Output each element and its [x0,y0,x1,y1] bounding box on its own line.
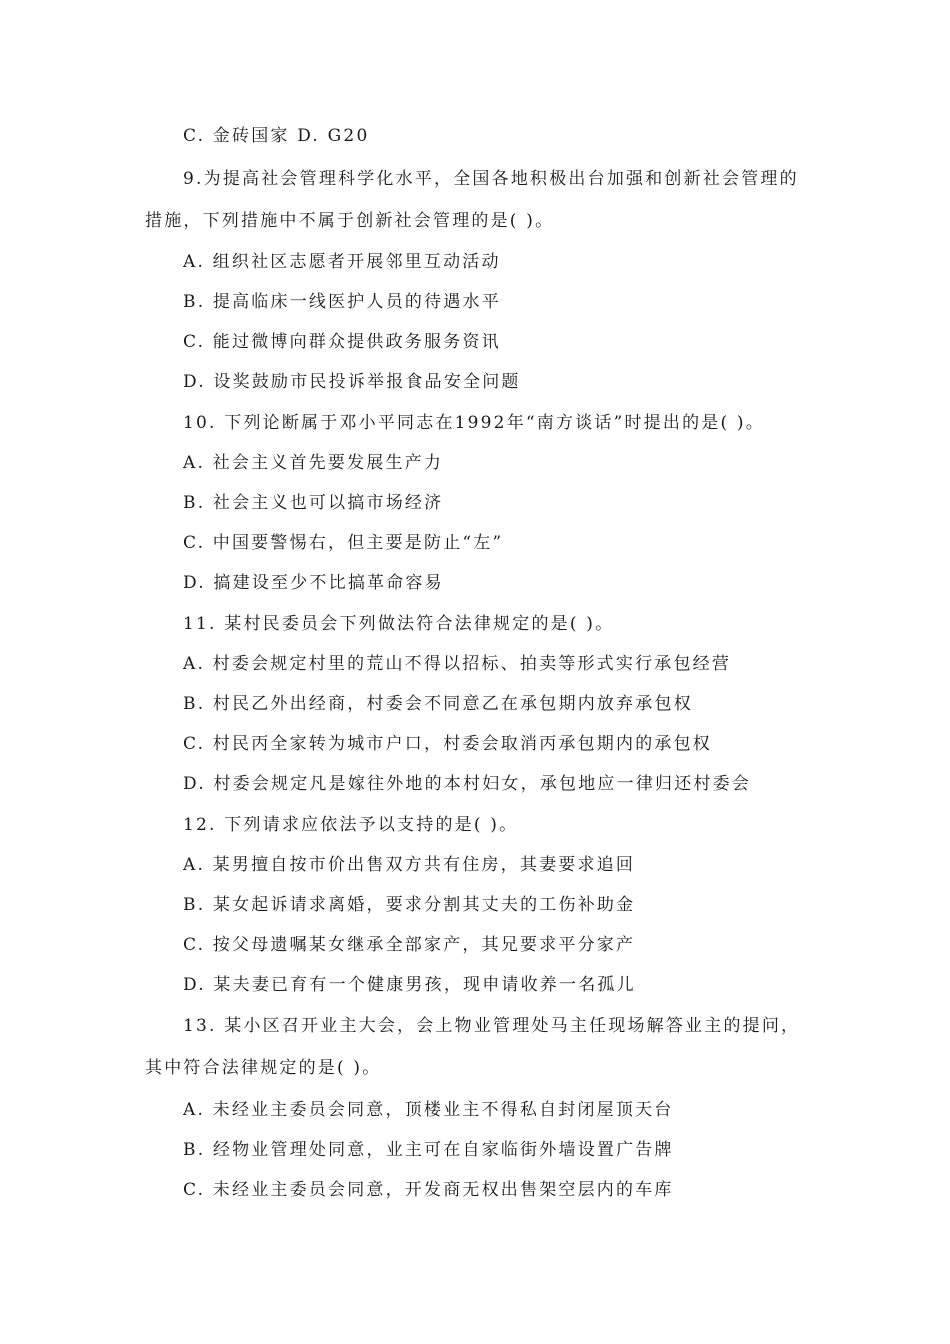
option-line-q10-d: D. 搞建设至少不比搞革命容易 [183,573,444,593]
option-line-q10-b: B. 社会主义也可以搞市场经济 [183,493,444,513]
question-12-stem: 12. 下列请求应依法予以支持的是( )。 [183,815,519,835]
option-line-q8-c: C. 金砖国家 D. G20 [183,126,370,146]
option-line-q13-a: A. 未经业主委员会同意，顶楼业主不得私自封闭屋顶天台 [183,1100,674,1120]
option-line-q12-a: A. 某男擅自按市价出售双方共有住房，其妻要求追回 [183,855,636,875]
option-line-q9-d: D. 设奖鼓励市民投诉举报食品安全问题 [183,372,521,392]
option-line-q13-c: C. 未经业主委员会同意，开发商无权出售架空层内的车库 [183,1180,674,1200]
option-line-q10-a: A. 社会主义首先要发展生产力 [183,453,444,473]
question-13-stem-cont: 其中符合法律规定的是( )。 [145,1058,382,1078]
option-line-q9-c: C. 能过微博向群众提供政务服务资讯 [183,332,501,352]
question-11-stem: 11. 某村民委员会下列做法符合法律规定的是( )。 [183,614,615,634]
question-13-stem: 13. 某小区召开业主大会，会上物业管理处马主任现场解答业主的提问， [183,1016,801,1036]
option-line-q12-b: B. 某女起诉请求离婚，要求分割其丈夫的工伤补助金 [183,895,636,915]
option-line-q11-b: B. 村民乙外出经商，村委会不同意乙在承包期内放弃承包权 [183,694,693,714]
question-9-stem-cont: 措施，下列措施中不属于创新社会管理的是( )。 [145,211,555,231]
option-line-q9-a: A. 组织社区志愿者开展邻里互动活动 [183,252,501,272]
option-line-q12-d: D. 某夫妻已育有一个健康男孩，现申请收养一名孤儿 [183,975,636,995]
option-line-q11-a: A. 村委会规定村里的荒山不得以招标、拍卖等形式实行承包经营 [183,654,732,674]
question-10-stem: 10. 下列论断属于邓小平同志在1992年“南方谈话”时提出的是( )。 [183,413,765,433]
option-line-q13-b: B. 经物业管理处同意，业主可在自家临街外墙设置广告牌 [183,1140,674,1160]
option-line-q11-d: D. 村委会规定凡是嫁往外地的本村妇女，承包地应一律归还村委会 [183,774,752,794]
option-line-q10-c: C. 中国要警惕右，但主要是防止“左” [183,533,504,553]
option-line-q9-b: B. 提高临床一线医护人员的待遇水平 [183,292,501,312]
option-line-q11-c: C. 村民丙全家转为城市户口，村委会取消丙承包期内的承包权 [183,734,713,754]
option-line-q12-c: C. 按父母遗嘱某女继承全部家产，其兄要求平分家产 [183,935,636,955]
question-9-stem: 9.为提高社会管理科学化水平，全国各地积极出台加强和创新社会管理的 [183,169,799,189]
